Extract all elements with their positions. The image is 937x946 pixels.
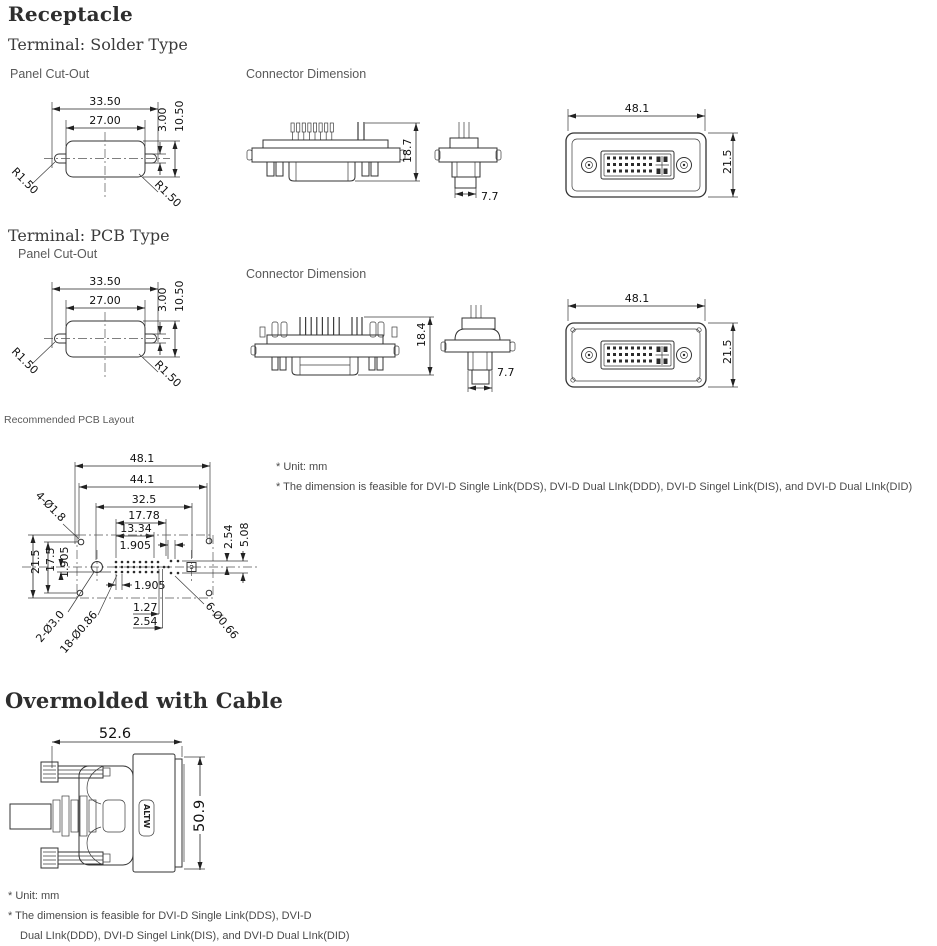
dim-cross-span: 5.08 — [238, 522, 251, 547]
note-feasible-1: * The dimension is feasible for DVI-D Single Link(DDS), DVI-D — [8, 910, 312, 922]
connector-shell — [133, 754, 184, 872]
pcb-panel-cutout-drawing — [8, 266, 238, 406]
overmold-title: Overmolded with Cable — [5, 688, 284, 713]
screw-hole-left — [582, 348, 597, 363]
dim-total-width: 48.1 — [129, 452, 155, 465]
dim-connector-depth: 7.7 — [481, 190, 499, 203]
note-feasible: * The dimension is feasible for DVI-D Single Link(DDS), DVI-D Dual LInk(DDD), DVI-D Singel Link(DIS), and DVI-D Dual LInk(DID) — [276, 481, 913, 493]
solder-pins — [291, 122, 364, 140]
note-unit: * Unit: mm — [276, 461, 328, 473]
dim-outer-width: 33.50 — [89, 275, 121, 288]
dim-connector-depth: 7.7 — [497, 366, 515, 379]
callout-cross-holes: 6-Ø0.66 — [202, 599, 242, 642]
dim-pitch-a: 1.905 — [119, 539, 151, 552]
note-feasible-2: Dual LInk(DDD), DVI-D Singel Link(DIS), and DVI-D Dual LInk(DID) — [20, 930, 350, 942]
solder-section-title: Terminal: Solder Type — [8, 35, 188, 54]
dim-notch-height: 3.00 — [156, 107, 169, 132]
solder-connector-dimension-label: Connector Dimension — [246, 67, 367, 81]
dim-radius-right: R1.50 — [151, 177, 184, 210]
dim-outer-width: 33.50 — [89, 95, 121, 108]
solder-face-view-drawing — [553, 93, 753, 215]
screw-hole-left — [582, 158, 597, 173]
dim-hole-v-span: 17.5 — [44, 547, 57, 572]
dim-notch-height: 3.00 — [156, 287, 169, 312]
dim-face-width: 48.1 — [624, 292, 650, 305]
screw-hole-right — [677, 348, 692, 363]
dim-offset: 1.27 — [133, 601, 158, 614]
dim-cross-gap: 2.54 — [222, 524, 235, 549]
dim-pin-field-width: 17.78 — [128, 509, 160, 522]
dim-face-width: 48.1 — [624, 102, 650, 115]
overmold-drawing — [3, 722, 233, 897]
callout-mount-holes: 2-Ø3.0 — [33, 608, 68, 645]
pcb-layout-label: Recommended PCB Layout — [4, 414, 135, 426]
dim-radius-left: R1.50 — [8, 164, 41, 197]
pcb-connector-dimension-label: Connector Dimension — [246, 267, 367, 281]
strain-relief — [53, 796, 96, 836]
solder-connector-drawing — [243, 103, 553, 213]
pcb-connector-front-view — [251, 335, 399, 375]
dim-face-height: 21.5 — [721, 149, 734, 174]
dvi-aperture — [601, 151, 674, 179]
pcb-pins — [260, 317, 397, 337]
pcb-section-title: Terminal: PCB Type — [8, 226, 170, 245]
dim-total-height: 10.50 — [173, 100, 186, 132]
solder-panel-cutout-label: Panel Cut-Out — [10, 67, 90, 81]
cable — [10, 804, 51, 829]
screw-hole-right — [677, 158, 692, 173]
dim-pitch-b: 1.905 — [134, 579, 166, 592]
dim-overmold-height: 50.9 — [192, 799, 208, 832]
dim-hole-span: 44.1 — [129, 473, 155, 486]
dim-total-height: 10.50 — [173, 280, 186, 312]
dim-row-pitch: 1.905 — [58, 546, 71, 578]
pcb-connector-drawing — [243, 295, 553, 400]
pcb-panel-cutout-label: Panel Cut-Out — [18, 247, 98, 261]
dvi-aperture — [601, 341, 674, 369]
dim-connector-height: 18.4 — [415, 322, 428, 347]
dim-pin-field-inner: 13.34 — [120, 522, 152, 535]
page-title: Receptacle — [8, 2, 133, 26]
solder-connector-side-view — [435, 122, 501, 188]
dim-inner-width: 27.00 — [89, 294, 121, 307]
pcb-face-view-drawing — [553, 283, 753, 405]
dim-overmold-width: 52.6 — [98, 726, 132, 742]
overmold-notes — [8, 886, 349, 946]
thumbscrew-top — [41, 762, 110, 782]
dim-radius-right: R1.50 — [151, 357, 184, 390]
callout-signal-holes: 18-Ø0.86 — [57, 608, 101, 656]
callout-corner-holes: 4-Ø1.8 — [32, 488, 69, 525]
pcb-layout-drawing — [8, 432, 288, 667]
layout-notes — [276, 457, 912, 497]
dim-inner-width: 27.00 — [89, 114, 121, 127]
dim-radius-left: R1.50 — [8, 344, 41, 377]
dim-slot-width: 32.5 — [131, 493, 157, 506]
dim-face-height: 21.5 — [721, 339, 734, 364]
dim-pitch-c: 2.54 — [133, 615, 158, 628]
solder-connector-front-view — [247, 140, 405, 181]
dim-connector-height: 18.7 — [401, 138, 414, 163]
solder-panel-cutout-drawing — [8, 86, 238, 226]
dim-layout-height: 21.5 — [29, 549, 42, 574]
brand-text: ALTW — [142, 804, 151, 829]
note-unit: * Unit: mm — [8, 890, 60, 902]
